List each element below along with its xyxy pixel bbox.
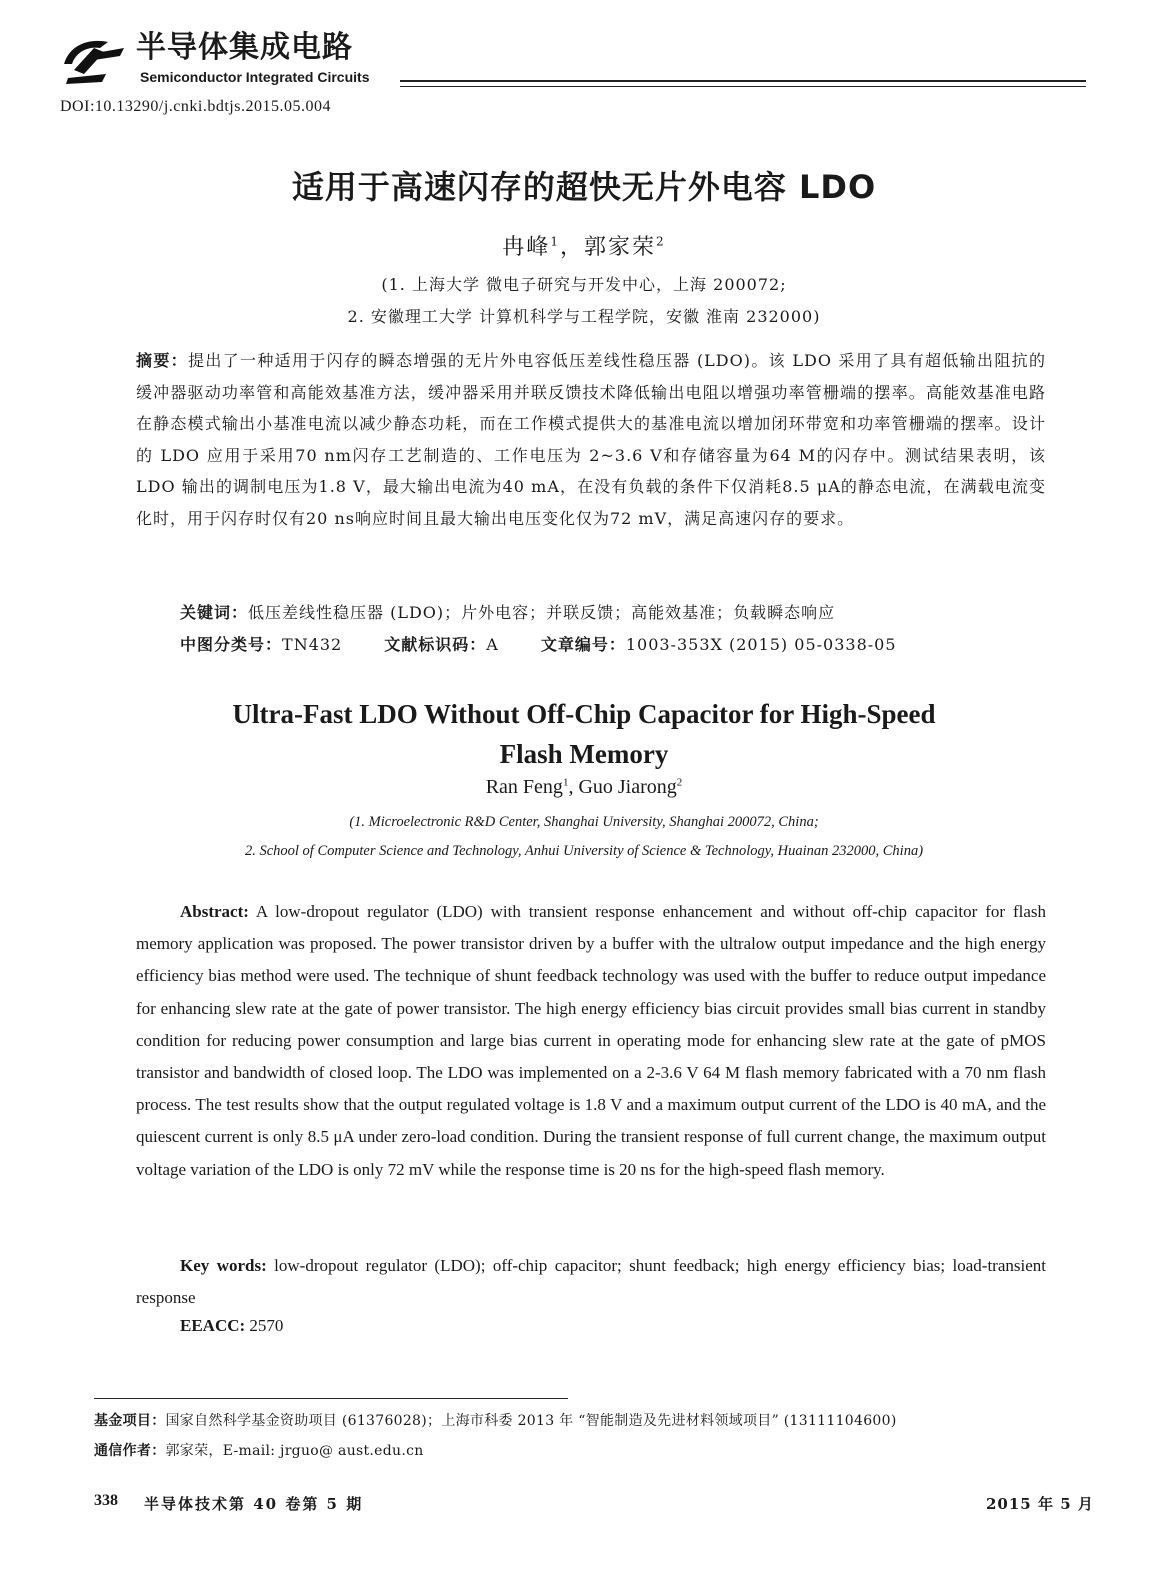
keywords-en <box>136 1250 1046 1314</box>
author-2: 郭家荣 <box>584 235 657 260</box>
journal-name-en: Semiconductor Integrated Circuits <box>140 69 370 85</box>
author-separator: ， <box>559 235 584 260</box>
article-number-value: 1003-353X (2015) 05-0338-05 <box>625 635 897 654</box>
journal-logo-icon <box>60 34 128 86</box>
affiliation-en-2: 2. School of Computer Science and Technology, Anhui University of Science & Technology, Huainan 232000, China) <box>244 843 924 859</box>
page-number: 338 <box>94 1492 118 1509</box>
author-en-1: Ran Feng <box>485 776 563 798</box>
paper-title-cn: 适用于高速闪存的超快无片外电容 LDO <box>291 168 877 206</box>
author-en-2-affiliation-mark: 2 <box>676 776 683 789</box>
author-1: 冉峰 <box>502 235 551 260</box>
paper-title-en-line-2: Flash Memory <box>499 739 669 769</box>
doi: DOI:10.13290/j.cnki.bdtjs.2015.05.004 <box>60 98 331 115</box>
eeacc-label: EEACC: <box>180 1316 246 1335</box>
footer-date: 2015 年 5 月 <box>986 1495 1094 1513</box>
funding-label: 基金项目： <box>94 1413 166 1429</box>
affiliation-cn-1: (1. 上海大学 微电子研究与开发中心，上海 200072; <box>381 275 787 294</box>
corresponding-text: 郭家荣，E-mail: jrguo@ aust.edu.cn <box>165 1443 424 1459</box>
affiliation-en-1: (1. Microelectronic R&D Center, Shanghai University, Shanghai 200072, China; <box>349 814 819 830</box>
keywords-en-label: Key words: <box>180 1256 267 1275</box>
funding-note <box>94 1410 897 1430</box>
authors-en <box>0 776 1168 799</box>
footnote-rule <box>94 1398 568 1399</box>
eeacc <box>180 1316 283 1336</box>
keywords-cn-text: 低压差线性稳压器 (LDO)；片外电容；并联反馈；高能效基准；负载瞬态响应 <box>248 603 836 622</box>
author-2-affiliation-mark: 2 <box>656 234 666 249</box>
abstract-cn <box>136 345 1046 534</box>
paper-title-en-line-1: Ultra-Fast LDO Without Off-Chip Capacitor for High-Speed <box>232 699 936 729</box>
abstract-en <box>136 896 1046 1186</box>
doc-code-value: A <box>486 635 499 654</box>
paper-title-en <box>0 694 1168 774</box>
abstract-cn-label: 摘要： <box>136 351 188 370</box>
abstract-en-text: A low-dropout regulator (LDO) with transient response enhancement and without off-chip capacitor for flash memory application was proposed. The power transistor driven by a buffer with the ultralow output impedance and the high energy efficiency bias method were used. The technique of shunt feedback technology was used with the buffer to reduce output impedance for enhancing slew rate at the gate of power transistor. The high energy efficiency bias circuit provides small bias current in standby condition for reducing power consumption and large bias current in operating mode for enhancing slew rate at the gate of pMOS transistor and bandwidth of closed loop. The LDO was implemented on a 2-3.6 V 64 M flash memory fabricated with a 70 nm flash process. The test results show that the output regulated voltage is 1.8 V and a maximum output current of the LDO is 40 mA, and the quiescent current is only 8.5 μA under zero-load condition. During the transient response of full current change, the maximum output voltage variation of the LDO is only 72 mV while the response time is 20 ns for the high-speed flash memory. <box>136 902 1046 1179</box>
footer-journal-issue: 半导体技术第 40 卷第 5 期 <box>144 1495 364 1513</box>
article-number-label: 文章编号： <box>540 635 626 654</box>
clc-label: 中图分类号： <box>180 635 283 654</box>
keywords-cn <box>180 600 835 623</box>
header-rule <box>400 80 1086 82</box>
funding-text: 国家自然科学基金资助项目 (61376028)；上海市科委 2013 年 “智能制造及先进材料领域项目” (13111104600) <box>165 1413 897 1429</box>
corresponding-author-note <box>94 1440 424 1460</box>
classification-line <box>180 632 897 655</box>
author-en-2: Guo Jiarong <box>578 776 677 798</box>
journal-name-cn: 半导体集成电路 <box>136 30 353 65</box>
author-en-separator: , <box>568 776 579 798</box>
keywords-cn-label: 关键词： <box>180 603 249 622</box>
clc-value: TN432 <box>282 635 343 654</box>
author-1-affiliation-mark: 1 <box>550 234 560 249</box>
affiliation-cn-2: 2. 安徽理工大学 计算机科学与工程学院，安徽 淮南 232000) <box>347 307 821 326</box>
header-rule-thin <box>400 86 1086 87</box>
abstract-cn-text: 提出了一种适用于闪存的瞬态增强的无片外电容低压差线性稳压器 (LDO)。该 LDO 采用了具有超低输出阻抗的缓冲器驱动功率管和高能效基准方法，缓冲器采用并联反馈技术降低输出电阻以增强功率管栅端的摆率。高能效基准电路在静态模式输出小基准电流以减少静态功耗，而在工作模式提供大的基准电流以增加闭环带宽和功率管栅端的摆率。设计的 LDO 应用于采用70 nm闪存工艺制造的、工作电压为 2~3.6 V和存储容量为64 M的闪存中。测试结果表明，该 LDO 输出的调制电压为1.8 V，最大输出电流为40 mA，在没有负载的条件下仅消耗8.5 μA的静态电流，在满载电流变化时，用于闪存时仅有20 ns响应时间且最大输出电压变化仅为72 mV，满足高速闪存的要求。 <box>136 351 1046 528</box>
keywords-en-text: low-dropout regulator (LDO); off-chip capacitor; shunt feedback; high energy efficiency bias; load-transient response <box>136 1256 1046 1307</box>
eeacc-value: 2570 <box>245 1316 284 1335</box>
authors-cn <box>0 230 1168 261</box>
doc-code-label: 文献标识码： <box>384 635 487 654</box>
corresponding-label: 通信作者： <box>94 1443 166 1459</box>
abstract-en-label: Abstract: <box>180 902 249 921</box>
author-en-1-affiliation-mark: 1 <box>562 776 569 789</box>
